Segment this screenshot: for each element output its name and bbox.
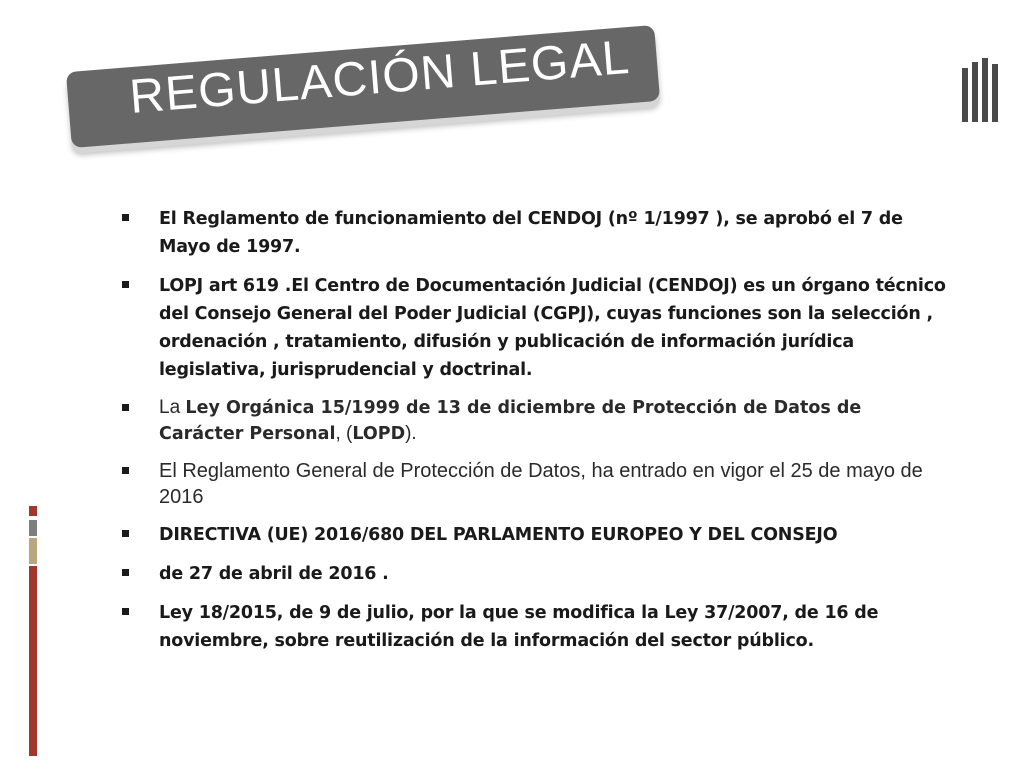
text-suffix: ). [405, 423, 417, 444]
bullet-marker [122, 608, 129, 615]
list-item [118, 395, 948, 447]
law-name: Ley Orgánica 15/1999 de 13 de diciembre de Protección de Datos de Carácter Personal [159, 398, 862, 444]
list-item [118, 599, 948, 655]
text-middle: , ( [335, 423, 353, 444]
bullet-marker [122, 281, 129, 288]
bullet-text: DIRECTIVA (UE) 2016/680 DEL PARLAMENTO EUROPEO Y DEL CONSEJO [159, 525, 838, 545]
bullet-text: Ley 18/2015, de 9 de julio, por la que se modifica la Ley 37/2007, de 16 de noviembre, sobre reutilización de la información del sector público. [159, 603, 879, 651]
bullet-text: El Reglamento General de Protección de Datos, ha entrado en vigor el 25 de mayo de 2016 [159, 460, 923, 508]
left-accent-bars [29, 506, 37, 756]
bullet-marker [122, 404, 129, 411]
law-acronym: LOPD [352, 424, 406, 444]
slide-title: REGULACIÓN LEGAL [127, 30, 632, 125]
bullet-text: de 27 de abril de 2016 . [159, 564, 389, 584]
bullet-text [159, 395, 948, 447]
bullet-text: LOPJ art 619 .El Centro de Documentación Judicial (CENDOJ) es un órgano técnico del Consejo General del Poder Judicial (CGPJ), cuyas funciones son la selección , ordenación , tratamiento, difusión y publicación de información jurídica legislativa, jurisprudencial y doctrinal. [159, 276, 946, 380]
bullet-marker [122, 214, 129, 221]
text-prefix: La [159, 397, 186, 418]
list-item [118, 560, 948, 588]
bullet-marker [122, 467, 129, 474]
list-item [118, 205, 948, 261]
vertical-bars-icon [962, 58, 1000, 122]
list-item [118, 521, 948, 549]
bullet-list [118, 205, 948, 666]
list-item [118, 458, 948, 510]
bullet-marker [122, 530, 129, 537]
list-item [118, 272, 948, 384]
bullet-text: El Reglamento de funcionamiento del CENDOJ (nº 1/1997 ), se aprobó el 7 de Mayo de 1997. [159, 209, 903, 257]
bullet-marker [122, 569, 129, 576]
